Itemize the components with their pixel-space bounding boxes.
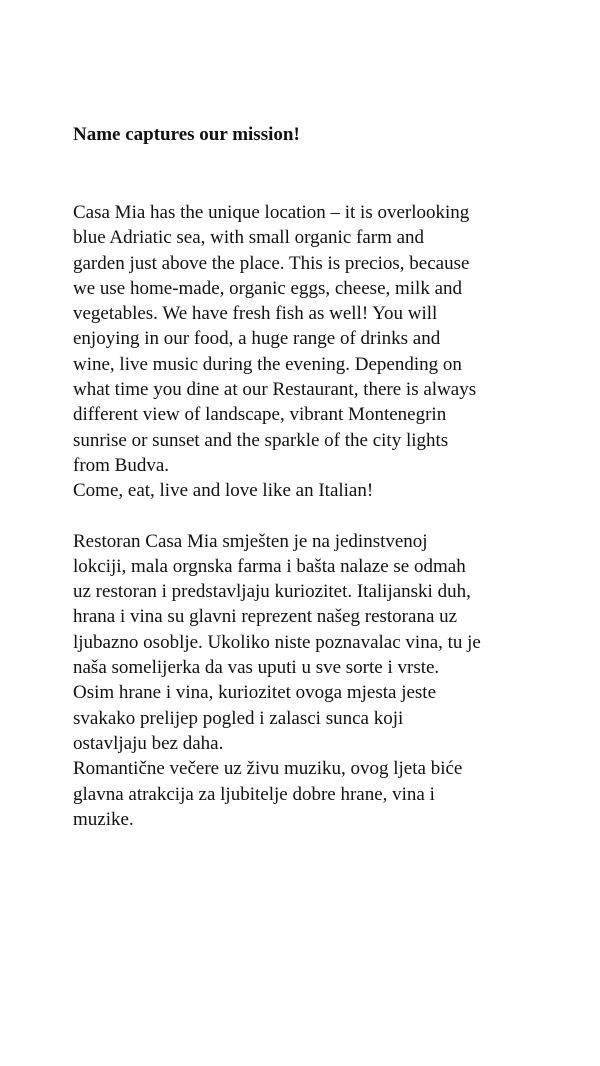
text-line: hrana i vina su glavni reprezent našeg restorana uz — [73, 606, 458, 628]
text-line: naša somelijerka da vas uputi u sve sorte i vrste. — [73, 657, 440, 679]
text-line: Osim hrane i vina, kuriozitet ovoga mjesta jeste — [73, 682, 437, 704]
text-line: ostavljaju bez daha. — [73, 732, 224, 754]
text-line: garden just above the place. This is precios, because — [73, 252, 470, 274]
text-line: sunrise or sunset and the sparkle of the city lights — [73, 429, 449, 451]
text-line: muzike. — [73, 808, 134, 830]
text-line: wine, live music during the evening. Depending on — [73, 353, 462, 375]
text-line: ljubazno osoblje. Ukoliko niste poznavalac vina, tu je — [73, 631, 481, 653]
text-line: glavna atrakcija za ljubitelje dobre hrane, vina i — [73, 783, 435, 805]
text-line: uz restoran i predstavljaju kuriozitet. Italijanski duh, — [73, 581, 471, 603]
text-line: different view of landscape, vibrant Montenegrin — [73, 404, 447, 426]
text-line: enjoying in our food, a huge range of drinks and — [73, 328, 441, 350]
text-line: blue Adriatic sea, with small organic farm and — [73, 227, 425, 249]
paragraph-english — [73, 200, 573, 504]
text-line: what time you dine at our Restaurant, there is always — [73, 379, 477, 401]
text-line: lokciji, mala orgnska farma i bašta nalaze se odmah — [73, 555, 466, 577]
text-line: Romantične večere uz živu muziku, ovog ljeta biće — [73, 758, 463, 780]
text-line: we use home-made, organic eggs, cheese, milk and — [73, 277, 463, 299]
text-line: svakako prelijep pogled i zalasci sunca koji — [73, 707, 404, 729]
paragraph-montenegrin — [73, 529, 573, 833]
text-line: Come, eat, live and love like an Italian! — [73, 480, 374, 502]
text-line: from Budva. — [73, 454, 170, 476]
text-line: Casa Mia has the unique location – it is overlooking — [73, 202, 470, 223]
text-line: Restoran Casa Mia smješten je na jedinstvenoj — [73, 530, 428, 552]
document-body — [73, 122, 573, 832]
page-title: Name captures our mission! — [73, 124, 300, 145]
text-line: vegetables. We have fresh fish as well! You will — [73, 303, 438, 325]
